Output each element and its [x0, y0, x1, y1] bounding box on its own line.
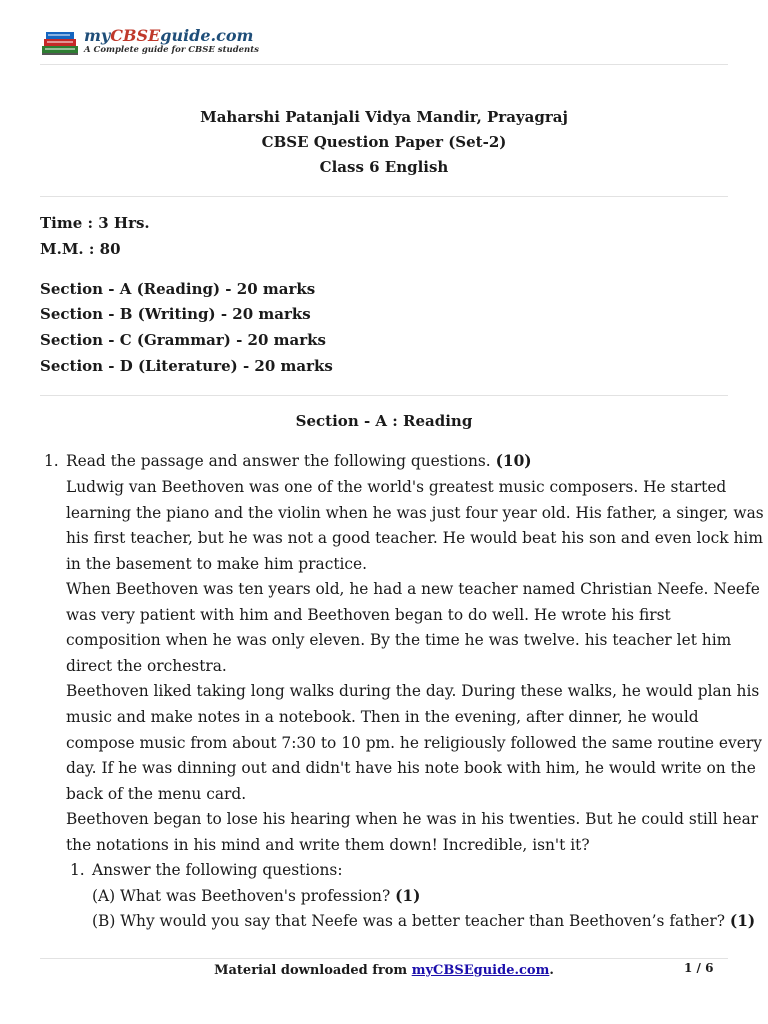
header-divider [40, 64, 728, 65]
site-logo[interactable] [40, 26, 280, 60]
footer-divider [40, 958, 728, 959]
passage-line: composition when he was only eleven. By the time he was twelve. his teacher let him [66, 631, 732, 649]
passage-line: When Beethoven was ten years old, he had a new teacher named Christian Neefe. Neefe [66, 580, 760, 598]
subquestion-number: 1. [70, 861, 85, 879]
school-name: Maharshi Patanjali Vidya Mandir, Prayagraj [200, 108, 568, 126]
section-summary: Section - B (Writing) - 20 marks [40, 305, 311, 323]
passage-line: Beethoven began to lose his hearing when he was in his twenties. But he could still hear [66, 810, 759, 828]
time-allowed: Time : 3 Hrs. [40, 214, 150, 232]
section-summary: Section - C (Grammar) - 20 marks [40, 331, 326, 349]
passage-line: learning the piano and the violin when he was just four year old. His father, a singer, was [66, 504, 764, 522]
brand-tagline: A Complete guide for CBSE students [84, 45, 259, 55]
sections-divider [40, 395, 728, 396]
page-number: 1 / 6 [684, 961, 714, 975]
passage-line: was very patient with him and Beethoven began to do well. He wrote his first [66, 606, 671, 624]
subquestion-prompt: Answer the following questions: [92, 861, 343, 879]
class-title: Class 6 English [319, 158, 449, 176]
section-summary: Section - A (Reading) - 20 marks [40, 280, 316, 298]
subquestion-item: (A) What was Beethoven's profession? (1) [92, 887, 421, 905]
section-summary: Section - D (Literature) - 20 marks [40, 357, 333, 375]
brand-name: myCBSEguide.com [84, 26, 254, 45]
question-number: 1. [44, 452, 59, 470]
section-heading: Section - A : Reading [295, 412, 473, 430]
site-header [40, 26, 728, 62]
passage-line: in the basement to make him practice. [66, 555, 368, 573]
subquestion-item: (B) Why would you say that Neefe was a better teacher than Beethoven’s father? (1) [92, 912, 756, 930]
passage-line: day. If he was dinning out and didn't have his note book with him, he would write on the [66, 759, 756, 777]
max-marks: M.M. : 80 [40, 240, 121, 258]
passage-line: the notations in his mind and write them down! Incredible, isn't it? [66, 836, 590, 854]
title-divider [40, 196, 728, 197]
passage-line: Beethoven liked taking long walks during the day. During these walks, he would plan his [66, 682, 760, 700]
passage-line: direct the orchestra. [66, 657, 227, 675]
footer-link[interactable]: myCBSEguide.com [411, 963, 550, 978]
passage-line: back of the menu card. [66, 785, 247, 803]
question-prompt: Read the passage and answer the following questions. (10) [66, 452, 532, 470]
passage-line: music and make notes in a notebook. Then in the evening, after dinner, he would [66, 708, 699, 726]
books-logo-icon [40, 28, 82, 58]
passage-line: Ludwig van Beethoven was one of the world's greatest music composers. He started [66, 478, 727, 496]
passage-line: compose music from about 7:30 to 10 pm. he religiously followed the same routine every [66, 734, 762, 752]
paper-title: CBSE Question Paper (Set-2) [261, 133, 507, 151]
footer-note: Material downloaded from myCBSEguide.com. [214, 963, 554, 978]
passage-line: his first teacher, but he was not a good teacher. He would beat his son and even lock him [66, 529, 763, 547]
